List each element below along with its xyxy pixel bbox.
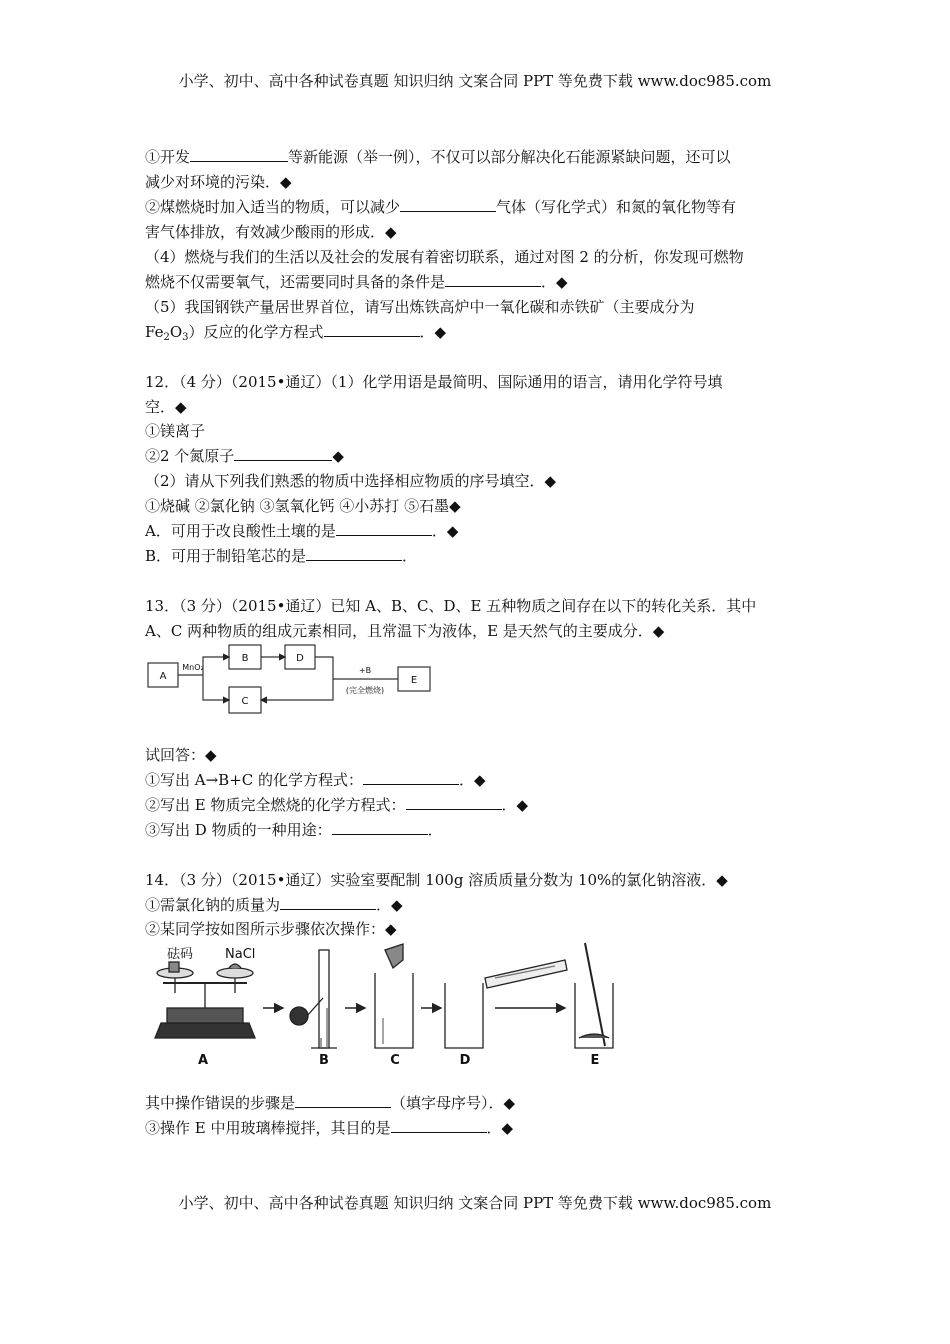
subscript: 2 <box>163 332 170 343</box>
label-b: B <box>241 653 249 664</box>
fig-label-d: D <box>459 1053 471 1068</box>
answer-blank[interactable] <box>306 546 402 561</box>
q14-text: ．◆ <box>376 896 403 914</box>
label-plus-b: +B <box>358 666 372 675</box>
q12-text: ．◆ <box>431 522 459 540</box>
beaker-e-illustration <box>575 943 613 1048</box>
label-e: E <box>410 675 418 686</box>
q12-text: B．可用于制铅笔芯的是 <box>145 547 307 565</box>
q13-text: ．◆ <box>501 796 529 814</box>
label-burn: (完全燃烧) <box>345 686 385 695</box>
fig-label-c: C <box>390 1053 400 1068</box>
answer-blank[interactable] <box>280 895 376 910</box>
beaker-d-illustration <box>445 960 567 1048</box>
q14-line4 <box>145 1093 515 1113</box>
q14-text: ①需氯化钠的质量为 <box>145 896 281 914</box>
answer-blank[interactable] <box>400 197 496 212</box>
q11-text: ②煤燃烧时加入适当的物质，可以减少 <box>145 198 401 216</box>
q13-line2: A、C 两种物质的组成元素相同，且常温下为液体，E 是天然气的主要成分．◆ <box>145 622 665 640</box>
q13-line1: 13．（3 分）（2015•通辽）已知 A、B、C、D、E 五种物质之间存在以下的转化关系．其中 <box>145 597 757 615</box>
q11-text: ）反应的化学方程式 <box>188 323 324 341</box>
subscript: 3 <box>182 332 189 343</box>
q13-text: ． <box>427 821 443 839</box>
q13-text: ③写出 D 物质的一种用途： <box>145 821 332 839</box>
q13-line4 <box>145 770 486 790</box>
q12-line3: ①镁离子 <box>145 422 206 440</box>
q11-line7: （5）我国钢铁产量居世界首位，请写出炼铁高炉中一氧化碳和赤铁矿（主要成分为 <box>145 298 695 316</box>
fig-label-a: A <box>197 1053 209 1068</box>
q11-line4: 害气体排放，有效减少酸雨的形成．◆ <box>145 223 397 241</box>
answer-blank[interactable] <box>445 272 541 287</box>
q11-line3 <box>145 197 736 217</box>
formula-fe: Fe <box>145 323 164 341</box>
beaker-c-illustration <box>375 944 413 1048</box>
label-d: D <box>296 653 304 664</box>
q13-text: ．◆ <box>459 771 486 789</box>
q14-line3: ②某同学按如图所示步骤依次操作：◆ <box>145 920 397 938</box>
conversion-diagram <box>145 640 445 720</box>
q11-line8 <box>145 322 446 348</box>
balance-illustration <box>155 962 255 1038</box>
q12-text: ． <box>402 547 418 565</box>
q12-line5: （2）请从下列我们熟悉的物质中选择相应物质的序号填空．◆ <box>145 472 557 490</box>
answer-blank[interactable] <box>391 1118 487 1133</box>
q13-line6 <box>145 820 443 840</box>
q11-line2: 减少对环境的污染．◆ <box>145 173 292 191</box>
label-weights: 砝码 <box>167 947 194 962</box>
q11-text: ①开发 <box>145 148 191 166</box>
q12-line8 <box>145 546 417 566</box>
answer-blank[interactable] <box>324 322 420 337</box>
q12-text: ◆ <box>332 447 344 465</box>
q13-text: ①写出 A→B+C 的化学方程式： <box>145 771 364 789</box>
answer-blank[interactable] <box>234 446 332 461</box>
q11-text: ．◆ <box>419 323 447 341</box>
q12-line2: 空．◆ <box>145 398 187 416</box>
q11-line1 <box>145 147 731 167</box>
q12-line1: 12．（4 分）（2015•通辽）（1）化学用语是最简明、国际通用的语言，请用化学符号填 <box>145 373 723 391</box>
q13-line5 <box>145 795 528 815</box>
answer-blank[interactable] <box>295 1093 391 1108</box>
formula-o: O <box>169 323 183 341</box>
q13-line3: 试回答：◆ <box>145 746 217 764</box>
page-header: 小学、初中、高中各种试卷真题 知识归纳 文案合同 PPT 等免费下载 www.doc985.com <box>178 72 772 90</box>
fig-label-e: E <box>590 1053 600 1068</box>
answer-blank[interactable] <box>190 147 288 162</box>
answer-blank[interactable] <box>406 795 502 810</box>
q14-text: ③操作 E 中用玻璃棒搅拌，其目的是 <box>145 1119 391 1137</box>
answer-blank[interactable] <box>336 521 432 536</box>
q14-line2 <box>145 895 403 915</box>
q14-text: ．◆ <box>486 1119 514 1137</box>
q13-text: ②写出 E 物质完全燃烧的化学方程式： <box>145 796 406 814</box>
q11-line6 <box>145 272 568 292</box>
fig-label-b: B <box>319 1053 329 1068</box>
page-footer: 小学、初中、高中各种试卷真题 知识归纳 文案合同 PPT 等免费下载 www.doc985.com <box>178 1194 772 1212</box>
q12-line7 <box>145 521 458 541</box>
label-catalyst: MnO₂ <box>182 663 204 672</box>
experiment-figure <box>145 938 635 1073</box>
answer-blank[interactable] <box>363 770 459 785</box>
q12-text: ②2 个氮原子 <box>145 447 235 465</box>
q14-text: （填字母序号）．◆ <box>391 1094 516 1112</box>
label-c: C <box>241 696 249 707</box>
q11-text: 气体（写化学式）和氮的氧化物等有 <box>496 198 737 216</box>
label-a: A <box>159 671 167 682</box>
cylinder-illustration <box>290 950 337 1048</box>
q12-line4 <box>145 446 344 466</box>
q11-text: ．◆ <box>541 273 568 291</box>
q14-text: 其中操作错误的步骤是 <box>145 1094 296 1112</box>
q11-text: 燃烧不仅需要氧气，还需要同时具备的条件是 <box>145 273 446 291</box>
answer-blank[interactable] <box>332 820 428 835</box>
q11-text: 等新能源（举一例），不仅可以部分解决化石能源紧缺问题，还可以 <box>288 148 731 166</box>
q11-line5: （4）燃烧与我们的生活以及社会的发展有着密切联系，通过对图 2 的分析，你发现可燃物 <box>145 248 744 266</box>
label-nacl: NaCl <box>225 947 256 962</box>
q14-line1: 14．（3 分）（2015•通辽）实验室要配制 100g 溶质质量分数为 10%的氯化钠溶液．◆ <box>145 871 728 889</box>
q12-line6: ①烧碱 ②氯化钠 ③氢氧化钙 ④小苏打 ⑤石墨◆ <box>145 497 461 515</box>
q14-line5 <box>145 1118 513 1138</box>
q12-text: A．可用于改良酸性土壤的是 <box>145 522 336 540</box>
